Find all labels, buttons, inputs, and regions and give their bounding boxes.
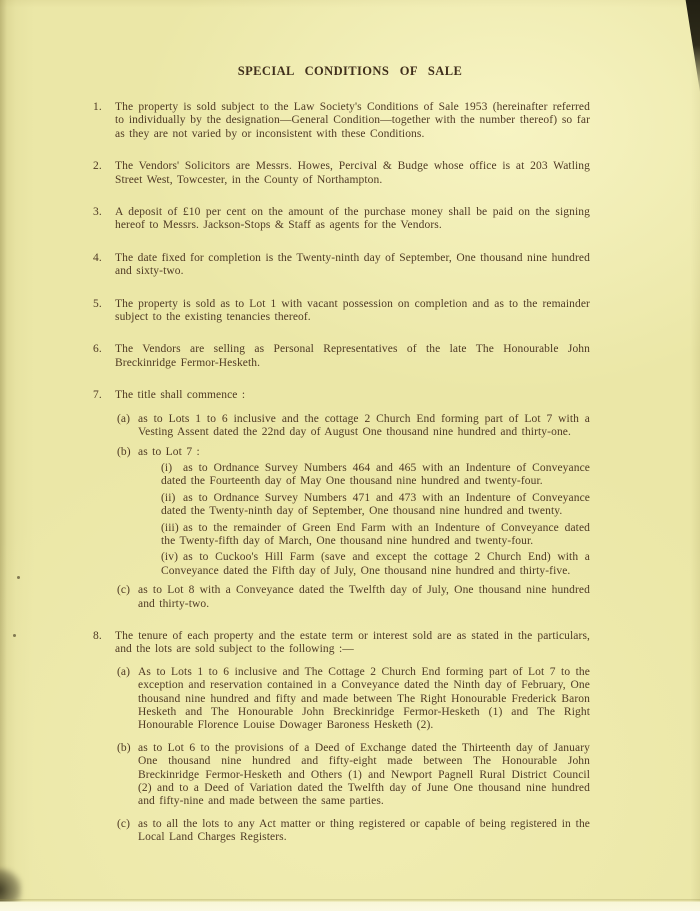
condition-body	[115, 389, 590, 611]
condition-text: The date fixed for completion is the Twenty-ninth day of September, One thousand nine hundred and sixty-two.	[115, 251, 590, 278]
sub-condition-body	[138, 584, 590, 611]
condition-text: The Vendors are selling as Personal Representatives of the late The Honourable John Breckinridge Fermor-Hesketh.	[115, 343, 590, 369]
condition-text: The Vendors' Solicitors are Messrs. Howes, Percival & Budge whose office is at 203 Watling Street West, Towcester, in the County of Northampton.	[115, 160, 590, 186]
roman-text: as to Ordnance Survey Numbers 464 and 465 with an Indenture of Conveyance dated the Fourteenth day of May One thousand nine hundred and twenty-four.	[161, 461, 590, 488]
condition-item	[93, 630, 590, 845]
condition-body	[115, 101, 590, 141]
condition-text: A deposit of £10 per cent on the amount of the purchase money shall be paid on the signing hereof to Messrs. Jackson-Stops & Staff as agents for the Vendors.	[115, 206, 590, 232]
sub-condition-text: as to Lots 1 to 6 inclusive and the cottage 2 Church End forming part of Lot 7 with a Vesting Assent dated the 22nd day of August One thousand nine hundred and thirty-one.	[138, 412, 590, 439]
condition-body	[115, 206, 590, 233]
sub-condition-label: (a)	[117, 665, 131, 678]
condition-item	[93, 343, 590, 370]
condition-item	[93, 298, 590, 325]
condition-text: The tenure of each property and the estate term or interest sold are as stated in the particulars, and the lots are sold subject to the following :—	[115, 629, 590, 656]
sub-condition-label: (c)	[117, 817, 131, 830]
conditions-list	[93, 101, 590, 861]
condition-number: 3.	[93, 206, 102, 219]
condition-body	[115, 160, 590, 187]
page-title: SPECIAL CONDITIONS OF SALE	[237, 64, 463, 78]
condition-number: 4.	[93, 251, 102, 264]
sub-condition-text: as to Lot 6 to the provisions of a Deed of Exchange dated the Thirteenth day of January One thousand nine hundred and fifty-eight made between The Honourable John Breckinridge Fermor-Hesketh and Others (1) and Newport Pagnell Rural District Council (2) and to a Deed of Variation dated the Twelfth day of June One thousand nine hundred and fifty-nine and made between the same parties.	[138, 741, 590, 808]
condition-item	[93, 206, 590, 233]
sub-condition-text: as to all the lots to any Act matter or thing registered or capable of being registered in the Local Land Charges Registers.	[138, 817, 590, 844]
paper-speck	[13, 634, 16, 637]
roman-sub-item	[161, 492, 590, 519]
sub-condition-label: (c)	[117, 584, 131, 597]
condition-item	[93, 160, 590, 187]
roman-text: as to the remainder of Green End Farm with an Indenture of Conveyance dated the Twenty-fifth day of March, One thousand nine hundred and twenty-four.	[161, 521, 590, 547]
roman-sub-item	[161, 462, 590, 489]
condition-text: The title shall commence :	[115, 389, 246, 402]
condition-number: 7.	[93, 389, 102, 402]
condition-item	[93, 389, 590, 611]
sub-condition-body	[138, 666, 590, 733]
roman-label: (ii)	[161, 491, 176, 504]
sub-condition-body	[138, 818, 590, 845]
sub-condition-text: As to Lots 1 to 6 inclusive and The Cottage 2 Church End forming part of Lot 7 to the exception and reservation contained in a Conveyance dated the Ninth day of February, One thousand nine hundred and fifty and made between The Right Honourable Frederick Baron Hesketh and The Honourable John Breckinridge Fermor-Hesketh (1) and The Right Honourable Florence Louise Dowager Baroness Hesketh (2).	[138, 665, 590, 732]
condition-number: 1.	[93, 101, 102, 113]
condition-body	[115, 630, 590, 845]
condition-number: 8.	[93, 629, 102, 642]
sub-condition-item	[117, 584, 590, 611]
condition-number: 5.	[93, 297, 102, 310]
condition-body	[115, 298, 590, 325]
sub-condition-label: (b)	[117, 445, 131, 458]
page-bottom-edge	[0, 899, 700, 911]
condition-number: 2.	[93, 160, 102, 173]
sub-condition-body	[138, 413, 590, 440]
sub-condition-item	[117, 818, 590, 845]
paper-speck	[17, 576, 20, 579]
roman-label: (iv)	[161, 551, 179, 564]
roman-sub-item	[161, 522, 590, 549]
sub-condition-body	[138, 446, 590, 579]
condition-item	[93, 252, 590, 279]
roman-label: (iii)	[161, 521, 179, 534]
roman-sub-item	[161, 551, 590, 578]
roman-label: (i)	[161, 461, 173, 474]
sub-condition-label: (a)	[117, 412, 131, 425]
condition-text: The property is sold as to Lot 1 with vacant possession on completion and as to the remainder subject to the existing tenancies thereof.	[115, 297, 590, 324]
condition-item	[93, 101, 590, 141]
roman-text: as to Ordnance Survey Numbers 471 and 473 with an Indenture of Conveyance dated the Twenty-ninth day of September, One thousand nine hundred and twenty.	[161, 491, 590, 518]
condition-text: The property is sold subject to the Law Society's Conditions of Sale 1953 (hereinafter referred to individually by the designation—General Condition—together with the number thereof) so far as they are not varied by or inconsistent with these Conditions.	[115, 101, 590, 140]
condition-body	[115, 343, 590, 370]
sub-condition-item	[117, 446, 590, 579]
sub-condition-item	[117, 666, 590, 733]
roman-text: as to Cuckoo's Hill Farm (save and except the cottage 2 Church End) with a Conveyance dated the Fifth day of July, One thousand nine hundred and thirty-five.	[161, 551, 590, 577]
sub-condition-body	[138, 742, 590, 809]
condition-body	[115, 252, 590, 279]
sub-condition-text: as to Lot 8 with a Conveyance dated the Twelfth day of July, One thousand nine hundred and thirty-two.	[138, 584, 590, 610]
sub-condition-text: as to Lot 7 :	[138, 445, 200, 458]
sub-condition-item	[117, 413, 590, 440]
condition-number: 6.	[93, 343, 102, 356]
sub-condition-label: (b)	[117, 741, 131, 754]
sub-condition-item	[117, 742, 590, 809]
